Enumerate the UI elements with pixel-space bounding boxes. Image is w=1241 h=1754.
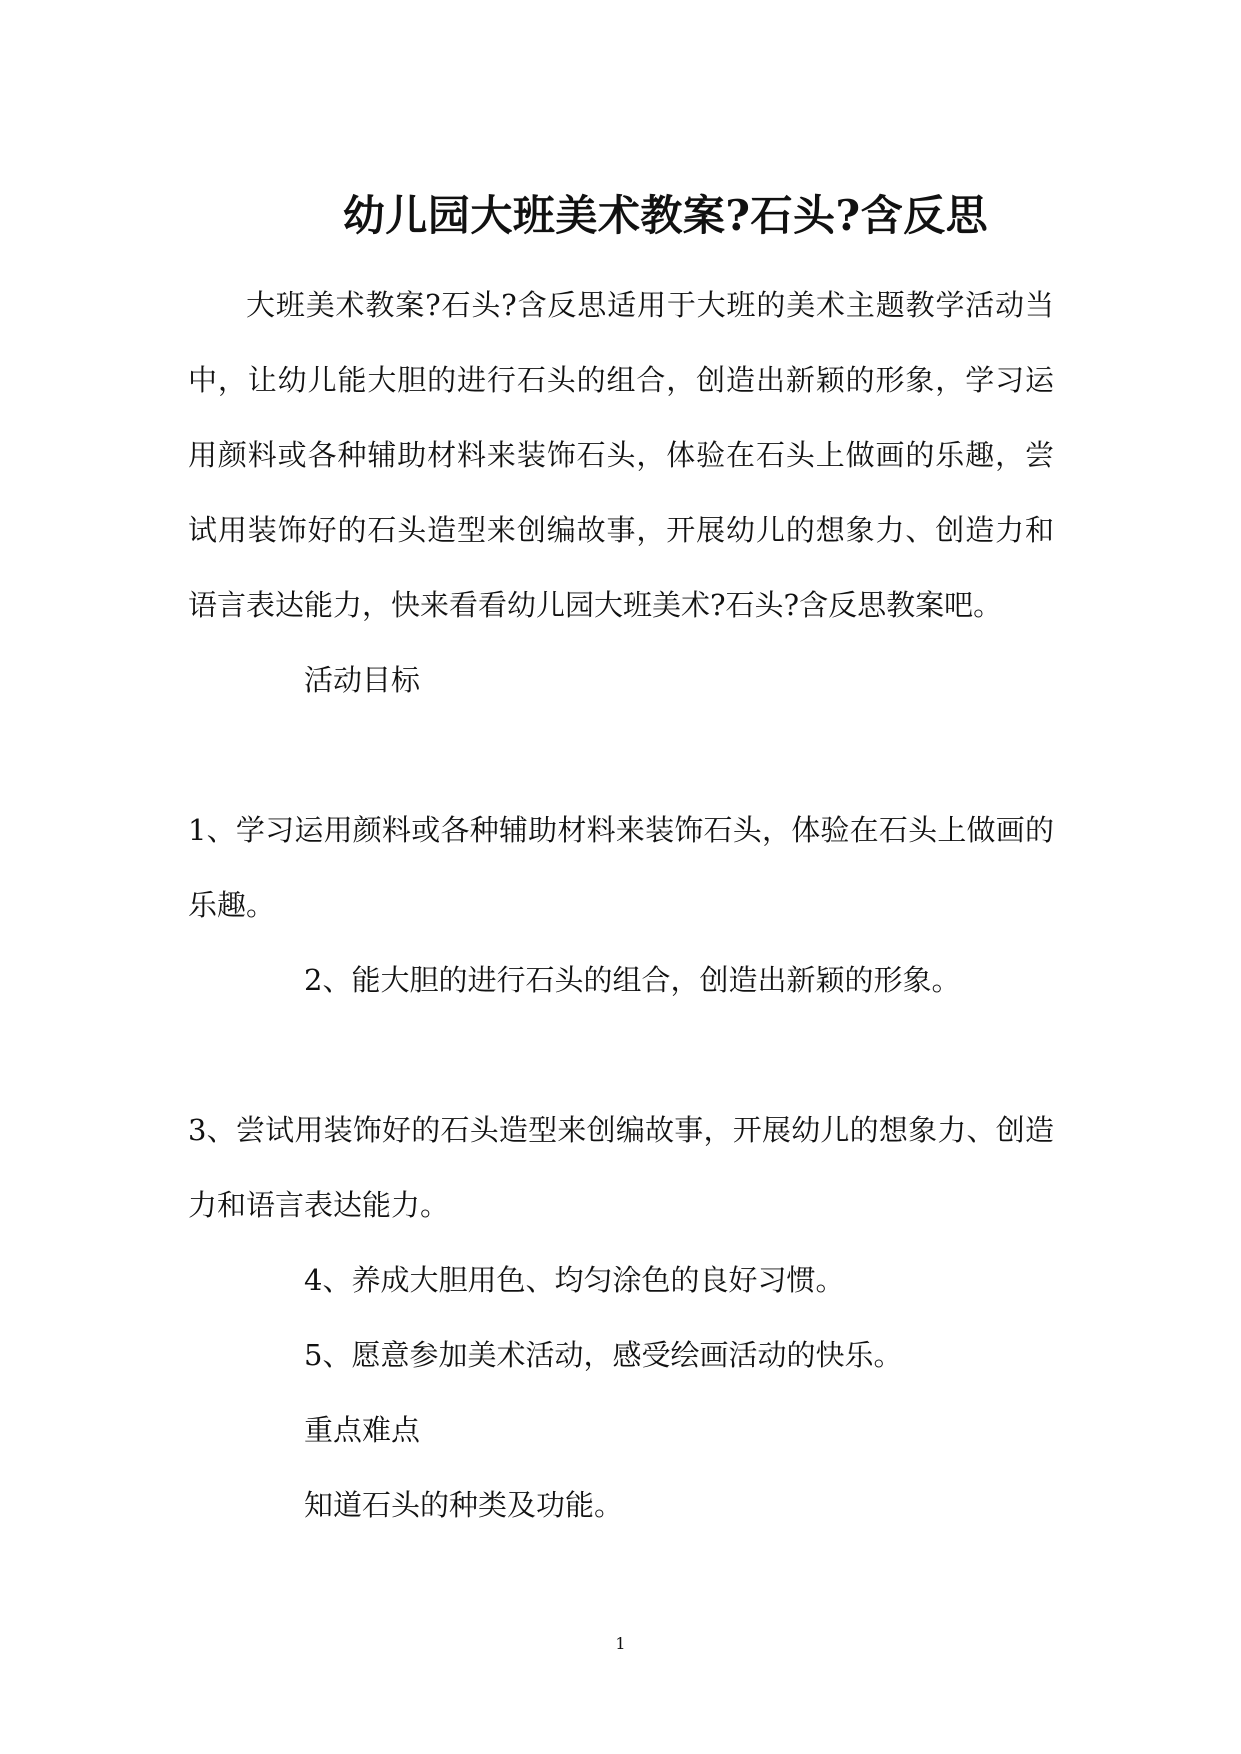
- key-points-heading: 重点难点: [304, 1413, 421, 1447]
- goal-item-1: 1、学习运用颜料或各种辅助材料来装饰石头，体验在石头上做画的乐趣。: [188, 813, 1054, 922]
- blank-line: [188, 1018, 1054, 1093]
- document-title: 幼儿园大班美术教案?石头?含反思: [342, 191, 989, 241]
- document-body: [188, 268, 1054, 1543]
- goal-item-4: 4、养成大胆用色、均匀涂色的良好习惯。: [304, 1263, 845, 1297]
- intro-paragraph: 大班美术教案?石头?含反思适用于大班的美术主题教学活动当中，让幼儿能大胆的进行石头的组合，创造出新颖的形象，学习运用颜料或各种辅助材料来装饰石头，体验在石头上做画的乐趣，尝试用装饰好的石头造型来创编故事，开展幼儿的想象力、创造力和语言表达能力，快来看看幼儿园大班美术?石头?含反思教案吧。: [188, 288, 1054, 622]
- goal-item-2: 2、能大胆的进行石头的组合，创造出新颖的形象。: [304, 963, 961, 997]
- goal-item-3: 3、尝试用装饰好的石头造型来创编故事，开展幼儿的想象力、创造力和语言表达能力。: [188, 1113, 1054, 1222]
- blank-line: [188, 718, 1054, 793]
- goals-heading: 活动目标: [304, 663, 421, 697]
- key-points-text: 知道石头的种类及功能。: [304, 1488, 624, 1522]
- goal-item-5: 5、愿意参加美术活动，感受绘画活动的快乐。: [304, 1338, 903, 1372]
- page-number: 1: [615, 1634, 626, 1653]
